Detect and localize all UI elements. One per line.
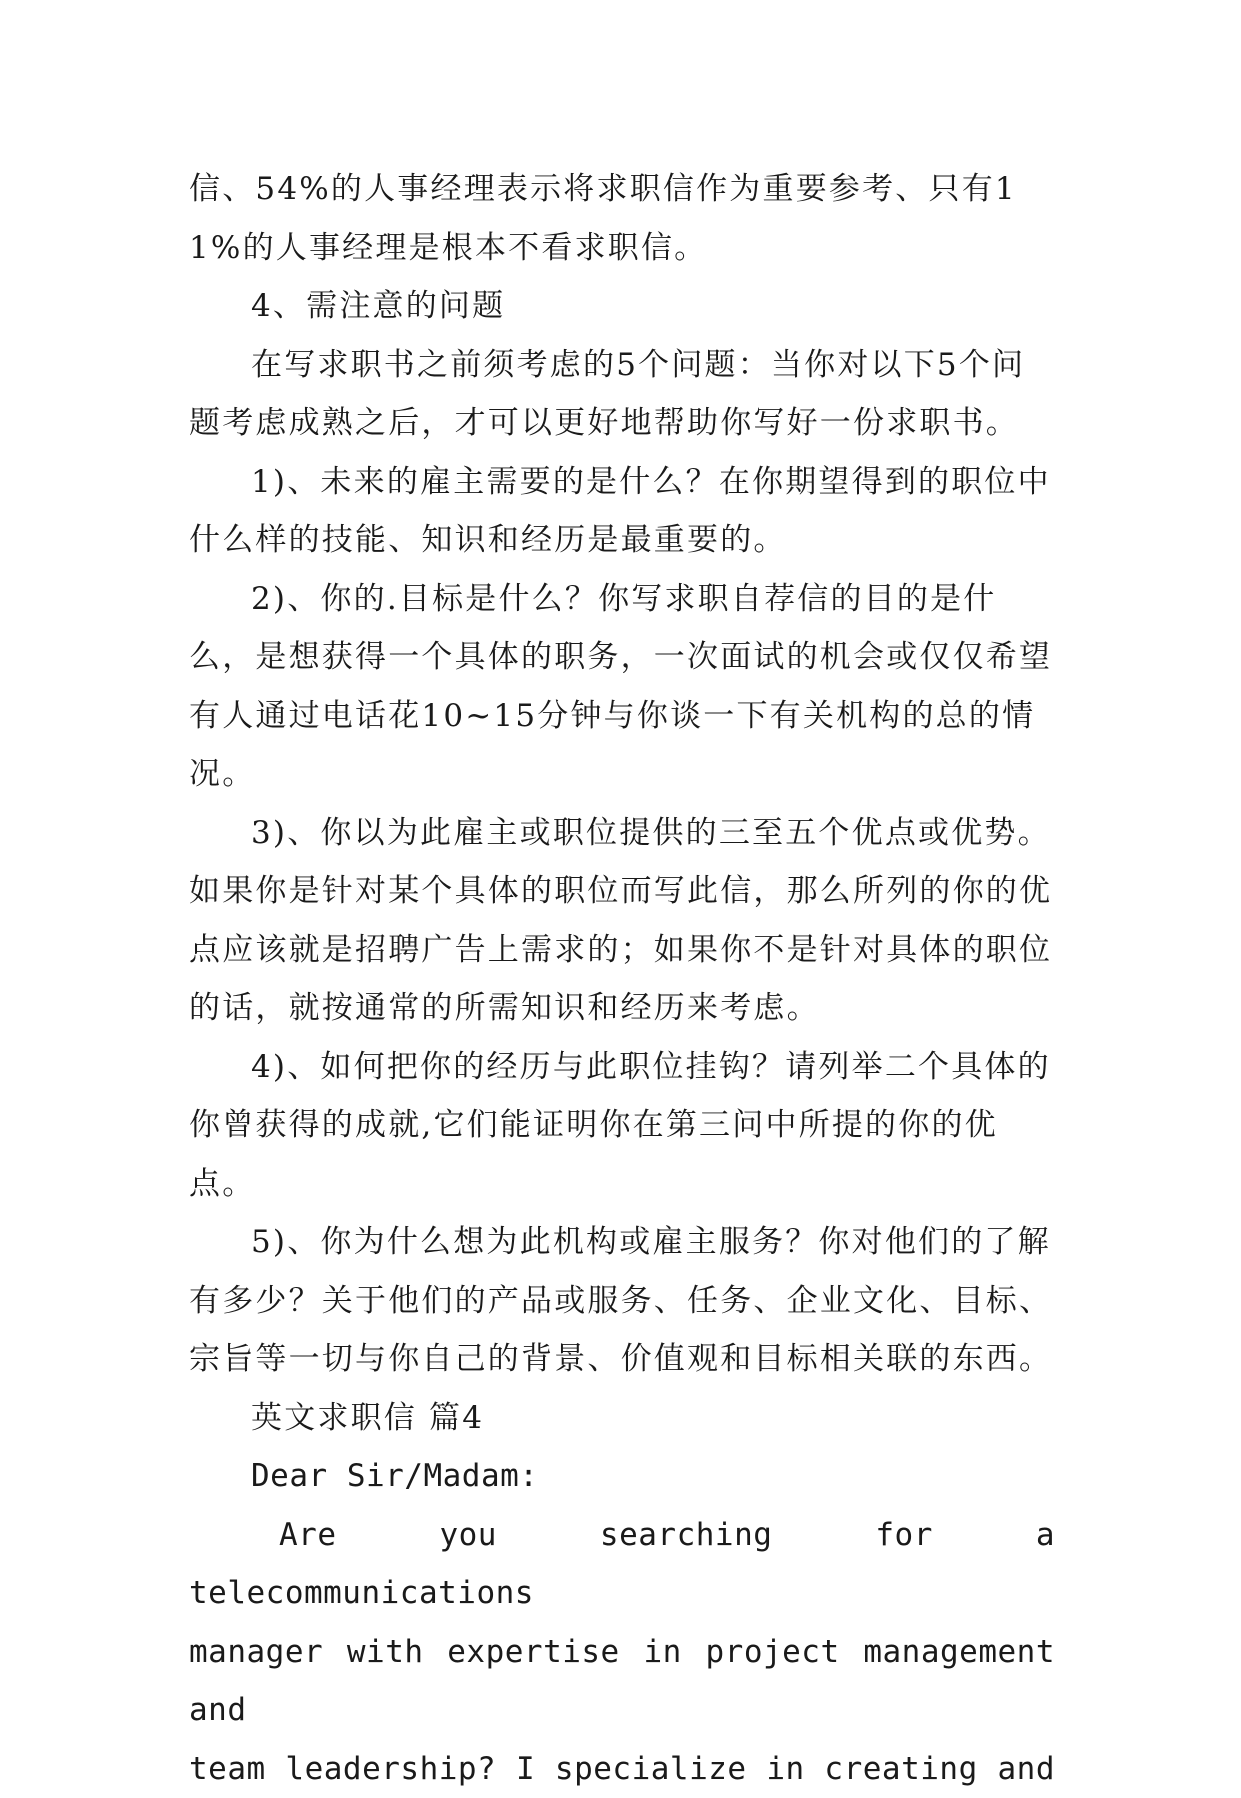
section-heading-notes: 4、需注意的问题 [189, 277, 1055, 336]
document-body [189, 160, 1055, 1798]
paragraph-question-2: 2)、你的.目标是什么？你写求职自荐信的目的是什么，是想获得一个具体的职务，一次面试的机会或仅仅希望有人通过电话花10~15分钟与你谈一下有关机构的总的情况。 [189, 570, 1055, 804]
paragraph-question-1: 1)、未来的雇主需要的是什么？在你期望得到的职位中什么样的技能、知识和经历是最重要的。 [189, 453, 1055, 570]
paragraph-question-3: 3)、你以为此雇主或职位提供的三至五个优点或优势。如果你是针对某个具体的职位而写此信，那么所列的你的优点应该就是招聘广告上需求的；如果你不是针对具体的职位的话，就按通常的所需知识和经历来考虑。 [189, 804, 1055, 1038]
letter-line-2: manager with expertise in project management and [189, 1623, 1055, 1740]
letter-line-1: Are you searching for a telecommunications [189, 1506, 1055, 1623]
section-heading-english-letter: 英文求职信 篇4 [189, 1389, 1055, 1448]
paragraph-five-questions-intro: 在写求职书之前须考虑的5个问题：当你对以下5个问题考虑成熟之后，才可以更好地帮助你写好一份求职书。 [189, 336, 1055, 453]
letter-line-3: team leadership? I specialize in creating and [189, 1740, 1055, 1798]
paragraph-question-4: 4)、如何把你的经历与此职位挂钩？请列举二个具体的你曾获得的成就,它们能证明你在第三问中所提的你的优点。 [189, 1038, 1055, 1214]
paragraph-hr-statistics: 信、54%的人事经理表示将求职信作为重要参考、只有11%的人事经理是根本不看求职信。 [189, 160, 1055, 277]
letter-salutation: Dear Sir/Madam: [189, 1447, 1055, 1506]
paragraph-question-5: 5)、你为什么想为此机构或雇主服务？你对他们的了解有多少？关于他们的产品或服务、任务、企业文化、目标、宗旨等一切与你自己的背景、价值观和目标相关联的东西。 [189, 1213, 1055, 1389]
